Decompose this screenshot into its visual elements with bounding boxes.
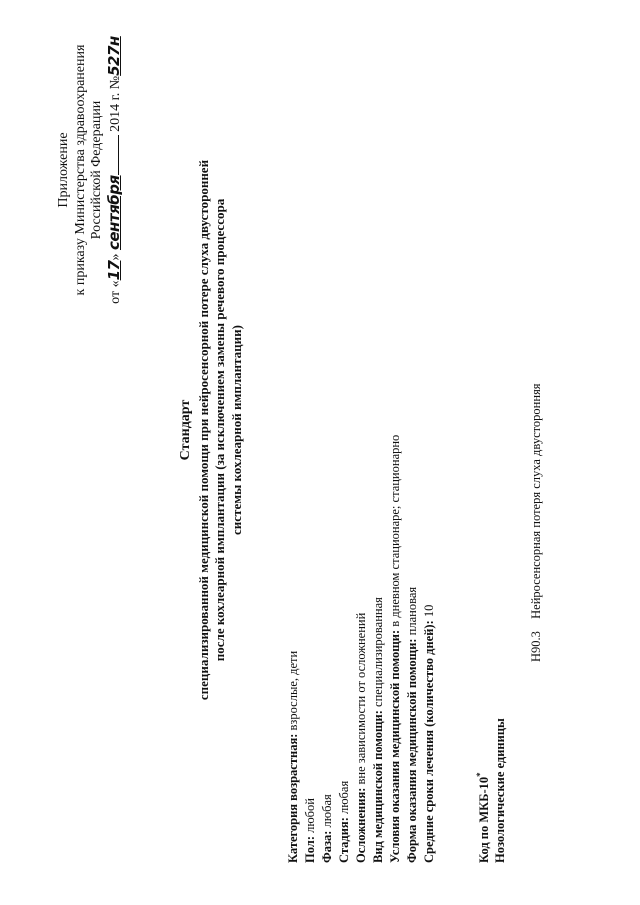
date-prefix: от « (107, 280, 123, 304)
param-care-type: Вид медицинской помощи: специализированная (371, 597, 385, 863)
handwritten-day: 17 (104, 260, 123, 281)
icd-code: H90.3 (529, 631, 543, 662)
param-care-conditions: Условия оказания медицинской помощи: в дневном стационаре; стационарно (388, 434, 402, 863)
icd-description: Нейросенсорная потеря слуха двусторонняя (529, 383, 543, 619)
footnote-mark: * (475, 772, 485, 777)
param-age-category: Категория возрастная: взрослые, дети (286, 650, 300, 863)
parameters-list (285, 243, 438, 863)
handwritten-month: сентября (104, 175, 123, 251)
nosology-row (528, 262, 544, 662)
standard-heading: Стандарт (178, 399, 193, 461)
date-blank-line (118, 135, 119, 175)
date-year: 2014 г. № (107, 75, 123, 132)
param-treatment-duration: Средние сроки лечения (количество дней): 10 (422, 604, 436, 863)
standard-title-line-1: специализированной медицинской помощи при нейросенсорной потере слуха двусторонней (195, 159, 211, 701)
nosology-label: Нозологические единицы (492, 718, 507, 863)
icd-code-label: Код по МКБ-10* (475, 772, 492, 863)
icd-section (473, 563, 508, 863)
param-complications: Осложнения: вне зависимости от осложнений (354, 612, 368, 863)
date-mid: » (107, 253, 123, 261)
param-phase: Фаза: любая (320, 794, 334, 863)
appendix-date-line (106, 20, 125, 320)
standard-title-line-3: системы кохлеарной имплантации) (228, 325, 244, 535)
param-care-form: Форма оказания медицинской помощи: плановая (405, 586, 419, 863)
param-stage: Стадия: любая (337, 780, 351, 863)
appendix-order-line: к приказу Министерства здравоохранения (72, 44, 88, 296)
standard-title-line-2: после кохлеарной имплантации (за исключением замены речевого процессора (212, 198, 227, 662)
handwritten-order-number: 527н (104, 36, 123, 76)
appendix-header (56, 20, 124, 320)
appendix-federation-line: Российской Федерации (89, 100, 104, 240)
appendix-title: Приложение (56, 132, 71, 208)
standard-title (178, 100, 245, 760)
param-sex: Пол: любой (303, 798, 317, 863)
